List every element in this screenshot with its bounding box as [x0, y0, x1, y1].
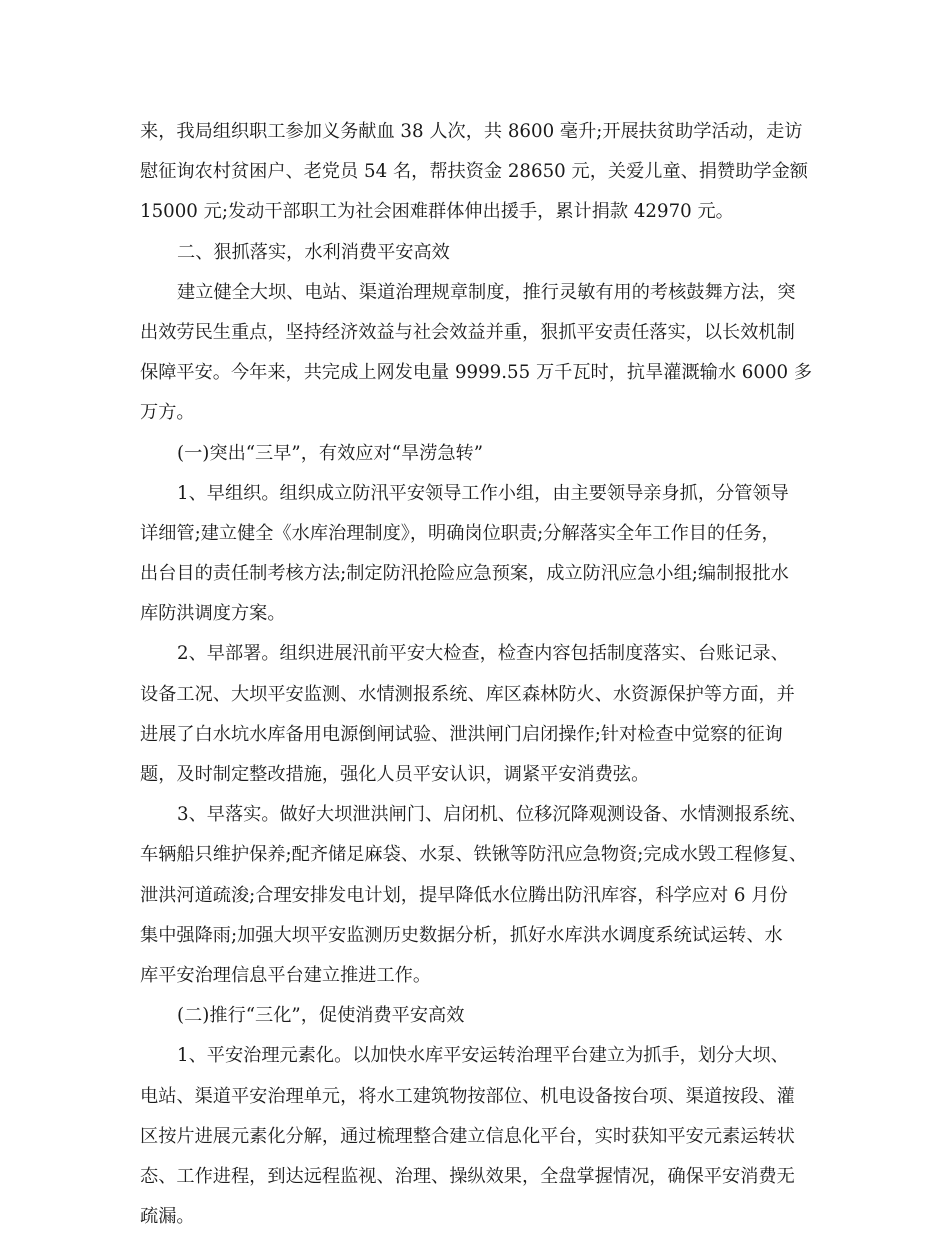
text-line: 详细管;建立健全《水库治理制度》，明确岗位职责;分解落实全年工作目的任务，	[140, 522, 780, 544]
text-line: 出台目的责任制考核方法;制定防汛抢险应急预案，成立防汛应急小组;编制报批水	[140, 563, 789, 585]
text-line: 库平安治理信息平台建立推进工作。	[140, 964, 432, 986]
text-line: (二)推行“三化”，促使消费平安高效	[177, 1005, 465, 1027]
text-line: 进展了白水坑水库备用电源倒闸试验、泄洪闸门启闭操作;针对检查中觉察的征询	[140, 723, 783, 745]
text-line: 2、早部署。组织进展汛前平安大检查，检查内容包括制度落实、台账记录、	[177, 643, 789, 665]
text-line: 保障平安。今年来，共完成上网发电量 9999.55 万千瓦时，抗旱灌溉输水 6000 多	[140, 362, 813, 384]
text-line: (一)突出“三早”，有效应对“旱涝急转”	[177, 442, 484, 464]
text-line: 出效劳民生重点，坚持经济效益与社会效益并重，狠抓平安责任落实，以长效机制	[140, 321, 795, 343]
text-line: 态、工作进程，到达远程监视、治理、操纵效果，全盘掌握情况，确保平安消费无	[140, 1165, 795, 1187]
text-line: 题，及时制定整改措施，强化人员平安认识，调紧平安消费弦。	[140, 764, 650, 785]
text-line: 1、早组织。组织成立防汛平安领导工作小组，由主要领导亲身抓，分管领导	[177, 482, 789, 504]
text-line: 来，我局组织职工参加义务献血 38 人次，共 8600 毫升;开展扶贫助学活动，走访	[140, 121, 803, 142]
text-line: 15000 元;发动干部职工为社会困难群体伸出援手，累计捐款 42970 元。	[140, 201, 734, 223]
text-line: 设备工况、大坝平安监测、水情测报系统、库区森林防火、水资源保护等方面，并	[140, 683, 795, 705]
text-line: 库防洪调度方案。	[140, 603, 286, 625]
text-line: 电站、渠道平安治理单元，将水工建筑物按部位、机电设备按台项、渠道按段、灌	[140, 1085, 795, 1107]
text-line: 建立健全大坝、电站、渠道治理规章制度，推行灵敏有用的考核鼓舞方法，突	[177, 281, 796, 303]
text-line: 车辆船只维护保养;配齐储足麻袋、水泵、铁锹等防汛应急物资;完成水毁工程修复、	[140, 844, 808, 866]
text-line: 万方。	[140, 402, 195, 424]
text-line: 疏漏。	[140, 1206, 195, 1228]
text-line: 二、狠抓落实，水利消费平安高效	[177, 241, 450, 263]
text-line: 1、平安治理元素化。以加快水库平安运转治理平台建立为抓手，划分大坝、	[177, 1045, 789, 1067]
text-line: 泄洪河道疏浚;合理安排发电计划，提早降低水位腾出防汛库容，科学应对 6 月份	[140, 884, 788, 906]
document-body	[140, 112, 830, 1237]
text-line: 慰征询农村贫困户、老党员 54 名，帮扶资金 28650 元，关爱儿童、捐赞助学金额	[140, 161, 808, 183]
text-line: 区按片进展元素化分解，通过梳理整合建立信息化平台，实时获知平安元素运转状	[140, 1125, 795, 1147]
text-line: 集中强降雨;加强大坝平安监测历史数据分析，抓好水库洪水调度系统试运转、水	[140, 924, 783, 946]
text-line: 3、早落实。做好大坝泄洪闸门、启闭机、位移沉降观测设备、水情测报系统、	[177, 804, 807, 826]
